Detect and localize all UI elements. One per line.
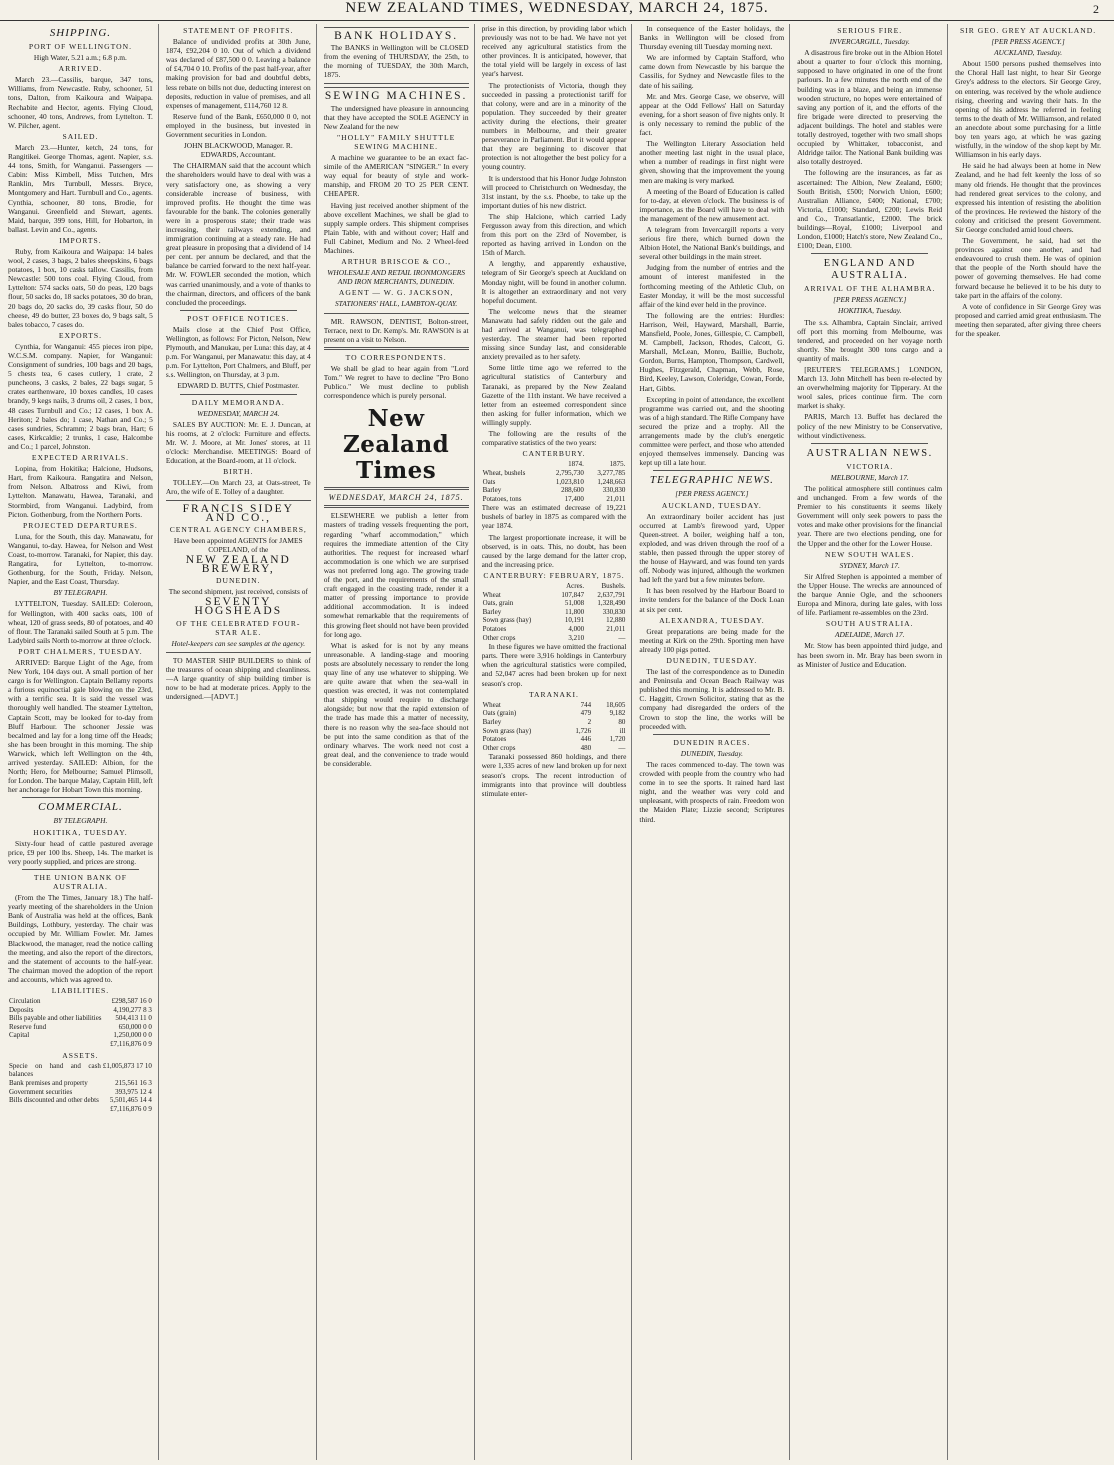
masthead-title: NEW ZEALAND TIMES, WEDNESDAY, MARCH 24, 1875. [345, 0, 769, 16]
table-cell: Wheat, bushels [482, 468, 526, 477]
table-cell: 1,248,663 [597, 477, 626, 486]
table-row [482, 701, 627, 710]
liabilities-total: £7,116,876 0 9 [110, 1040, 152, 1049]
table-cell: 21,011 [606, 494, 626, 503]
table-cell: 1,328,490 [597, 599, 626, 608]
table-header: 1875. [609, 460, 626, 469]
canterbury-table [482, 582, 627, 642]
table-row [8, 1105, 153, 1114]
table-cell: Sown grass (hay) [482, 616, 532, 625]
issue-date: WEDNESDAY, MARCH 24, 1875. [328, 493, 464, 503]
table-cell: Other crops [482, 633, 516, 642]
article-paragraph: He said he had always been at home in New Zealand, and he had felt keenly the loss of so many old friends. He thought that the provinces had rendered great services to the colony, and expressed his intention of resisting the abolition of the provinces. He reviewed the history of the colony and criticised the present Government. Sir George concluded amid loud cheers. [955, 161, 1101, 234]
grey-sub: [PER PRESS AGENCY.] [991, 37, 1065, 47]
birth-text: TOLLEY.—On March 23, at Oats-street, Te Aro, the wife of E. Tolley of a daughter. [165, 478, 311, 497]
table-row [482, 709, 627, 718]
table-cell: 80 [618, 717, 626, 726]
table-cell: Bills discounted and other debts [9, 1096, 99, 1105]
page-number: 2 [1093, 2, 1100, 16]
table-row [482, 718, 627, 727]
alhambra-place: HOKITIKA, Tuesday. [837, 306, 902, 316]
holly-machine: "HOLLY" FAMILY SHUTTLE SEWING MACHINE. [337, 132, 456, 151]
table-row [8, 1096, 153, 1105]
sidey-sub: CENTRAL AGENCY CHAMBERS, [169, 524, 307, 534]
table-cell: Circulation [9, 997, 41, 1006]
article-paragraph: The protectionists of Victoria, though they succeeded in passing a protectionist tariff for that colony, were and are in a minority of the population. They succeeded by their greater activity during the elections, their greater numbers in Melbourne, and their greater perseverance in Parliament. But it would appear that they are beginning to discover that protection is not altogether the best policy for a young country. [481, 80, 627, 172]
table-header-row [482, 582, 627, 591]
column-3 [324, 24, 475, 1460]
reuter-text: [REUTER'S TELEGRAMS.] LONDON, March 13. John Mitchell has been re-elected by an overwhelming majority for Tipperary. At the wool sales, prices continue firm. The corn market is shaky. [797, 365, 943, 411]
table-row [482, 486, 627, 495]
grey-place: AUCKLAND, Tuesday. [994, 48, 1063, 58]
table-header: Bushels. [601, 582, 626, 591]
liabilities-table [8, 997, 153, 1049]
sa-heading: SOUTH AUSTRALIA. [825, 619, 914, 629]
briscoe-name: ARTHUR BRISCOE & CO., [341, 257, 452, 267]
table-row [482, 608, 627, 617]
article-paragraph: The Wellington Literary Association held another meeting last night in the usual place, when a number of readings in first night were given, showing that the improvement the young men are making is very marked. [639, 139, 785, 185]
daily-text: SALES BY AUCTION: Mr. E. J. Duncan, at his rooms, at 2 o'clock: Furniture and effects. Mr. W. J. Moore, at Mr. Jones' stores, at 11 o'clock: Merchandise. MEETINGS: Board of Education, at the Board-room, at 11 o'clock. [165, 419, 311, 466]
shipment-text: The second shipment, just received, consists of [168, 587, 308, 597]
table-cell: 2,795,730 [555, 468, 584, 477]
liabilities-heading: LIABILITIES. [51, 986, 110, 995]
article-paragraph: Judging from the number of entries and the amount of interest manifested in the forthcoming meeting of the Athletic Club, on Easter Monday, it will be the most successful affair of the kind ever held in the province. [639, 263, 785, 309]
commercial-sub: BY TELEGRAPH. [53, 816, 108, 826]
hogsheads-text: SEVENTY HOGSHEADS [194, 596, 283, 618]
table-cell: Other crops [482, 743, 516, 752]
profits-text: Balance of undivided profits at 30th June, 1874, £92,204 0 10. Out of which a dividend was declared of £87,500 0 0. Leaving a balance of £4,704 0 10. Profits of the past half-year, after making provision for bad and doubtful debts, less rebate on bills not due, deducting interest on deposits, reduction in value of premises, and all expenses of management, £114,760 12 8. [165, 37, 311, 110]
table-header [482, 460, 544, 469]
telegraphic-sub: [PER PRESS AGENCY.] [675, 489, 749, 499]
sewing-text-2: A machine we guarantee to be an exact fac-simile of the AMERICAN "SINGER." In every way equal for beauty of style and work-manship, and FROM 20 TO 25 PER CENT. CHEAPER. [323, 153, 469, 199]
article-paragraph: The following are the results of the comparative statistics of the two years: [481, 429, 627, 448]
table-cell: 1,720 [609, 735, 626, 744]
table-row [8, 997, 153, 1006]
sidey-heading: FRANCIS SIDEY AND CO., [182, 502, 294, 524]
table-cell: 4,000 [568, 625, 585, 633]
table-cell: 393,975 12 4 [115, 1087, 152, 1096]
article-paragraph: Mr. and Mrs. George Case, we observe, will appear at the Odd Fellows' Hall on Saturday evening, for a short season of five nights only. It is only necessary to remind the public of the fact. [639, 91, 785, 138]
table-header [482, 582, 552, 591]
stats-heading: CANTERBURY. [522, 449, 586, 459]
leader-paragraph-1: ELSEWHERE we publish a letter from masters of trading vessels frequenting the port, regarding "wharf accommodation," which requires the immediate attention of the City authorities. The request for increased wharf accommodation is one which we are surprised was not preferred long ago. The growing trade of the port, and the requirements of the small craft engaged in the coasting trade, render it a matter of pressing importance to provide additional accommodation. It is indeed somewhat remarkable that the requirements of this growing fleet should not have been provided for long ago. [323, 511, 469, 639]
table-cell: 330,830 [602, 486, 626, 495]
england-heading: ENGLAND AND AUSTRALIA. [823, 258, 916, 282]
table-cell: ill [619, 726, 626, 735]
table-row [482, 625, 627, 634]
table-cell: — [618, 633, 626, 642]
post-signature: EDWARD D. BUTTS, Chief Postmaster. [177, 381, 300, 391]
sidey-body: Have been appointed AGENTS for JAMES COPELAND, of the [173, 535, 303, 554]
article-paragraph: In consequence of the Easter holidays, the Banks in Wellington will be closed from Thursday evening till Tuesday morning next. [639, 24, 785, 52]
divider [324, 487, 469, 490]
post-text: Mails close at the Chief Post Office, Wellington, as follows: For Picton, Nelson, New Plymouth, and Manukau, per Luna: this day, at 4 p.m. For Wanganui, per Manawatu: this day, at 4 p.m. For Lyttelton, Port Chalmers, and Bluff, per s.s. Wellington, on Thursday, at 3 p.m. [165, 324, 311, 380]
sewing-heading: SEWING MACHINES. [324, 90, 468, 103]
article-paragraph: Some little time ago we referred to the agricultural statistics of Canterbury and Taranaki, as prepared by the New Zealand Gazette of the 11th instant. We have received a letter from an esteemed correspondent since then asking for fuller information, which we willingly supply. [481, 363, 627, 427]
projected-text: Luna, for the South, this day. Manawatu, for Wanganui, to-day. Hawea, for Nelson and West Coast, to-morrow. Taranaki, for Napier, this day. Rangatira, for Lyttelton, to-morrow. Gothenburg, for the South, Friday. Nelson, Napier, and the East Coast, Thursday. [8, 531, 153, 587]
table-cell: Barley [482, 607, 502, 616]
table-cell: Bank premises and property [9, 1078, 88, 1087]
table-cell: 17,400 [564, 494, 584, 503]
brewery-name: NEW ZEALAND BREWERY, [185, 553, 291, 576]
table-cell: — [618, 743, 626, 752]
article-paragraph: The welcome news that the steamer Manawatu had safely ridden out the gale and had arrived at Wanganui, was telegraphed yesterday. The steamer had been reported missing since Sunday last, and considerable anxiety prevailed as to her safety. [481, 306, 627, 362]
chalmers-text: ARRIVED: Barque Light of the Age, from New York, 104 days out. A small portion of her cargo is for Wellington. Captain Bellamy reports a furious equinoctial gale blowing on the 23rd, with a terrific sea. It is said the vessel was thoroughly well handled. The steamer Lyttelton, Captain Scott, may be looked for to-day from Bluff Harbour. The schooner Jessie was becalmed and lay for a long time off the Heads; she has been brought in this morning. The ship Warwick, which left Wellington on the 4th, arrived yesterday. SAILED: Albion, for the North; Hero, for Melbourne; Samuel Plimsoll, for London. The barque Malay, Captain Hill, left her anchorage for Hobart Town this morning. [8, 658, 153, 795]
expected-heading: EXPECTED ARRIVALS. [31, 453, 130, 463]
correspondents-text: We shall be glad to hear again from "Lord Tom." We regret to have to decline "Pro Bono Publico." We must decline to publish correspondence which is purely personal. [323, 363, 469, 401]
table-cell: 480 [580, 743, 592, 752]
nsw-place: SYDNEY, March 17. [839, 560, 900, 570]
entries-list: The following are the entries: Hurdles: Harrison, Weil, Hayward, Marshall, Barrie, Mansfield, Poole, Jones, Gillespie, C. Campbell, M. Campbell, Jackson, Rhodes, Calcott, G. Marshall, McLean, Monro, Baillie, Bucholz, Gordon, Burns, Hampton, Thompson, Cardwell, Hughes, Fitzgerald, Chapman, Webb, Rose, Bird, Keeley, Lawson, Coleridge, Cowan, Forde, Hart, Gibbs. [639, 310, 785, 393]
table-row [8, 1023, 153, 1032]
article-paragraph: A vote of confidence in Sir George Grey was proposed and carried amid great enthusiasm. The meeting then separated, after giving three cheers for the speaker. [955, 301, 1101, 338]
races-place: DUNEDIN, Tuesday. [680, 748, 743, 758]
taranaki-table [482, 701, 627, 753]
table-cell: 650,000 0 0 [118, 1022, 152, 1031]
leader-paragraph-2: What is asked for is not by any means unreasonable. A landing-stage and mooring posts are absolutely necessary to render the long quay line of any use whatever to shipping. We are quite aware that when the sea-wall in question was erected, it was not contemplated that shipping would require to discharge alongside; but now that the rapid extension of the trade has made this a matter of necessity, there is no reason why the sea-face should not be put into the same condition as that of the ordinary wharves. The work need not cost a great deal, and the convenience to trade would be considerable. [323, 640, 469, 768]
article-paragraph: A lengthy, and apparently exhaustive, telegram of Sir George's speech at Auckland on Monday night, will be found in another column. It is altogether an extraordinary and not very hopeful document. [481, 259, 627, 305]
column-2 [166, 24, 317, 1460]
fire-place: INVERCARGILL, Tuesday. [829, 37, 910, 47]
table-cell: Barley [482, 717, 502, 726]
table-cell: 3,277,785 [597, 468, 626, 477]
races-heading: DUNEDIN RACES. [673, 737, 751, 747]
canterbury-heading: CANTERBURY: FEBRUARY, 1875. [483, 570, 625, 580]
table-cell: Government securities [9, 1087, 73, 1096]
victoria-text: The political atmosphere still continues calm and unchanged. From a few words of the Premier to his constituents it seems likely Government will only seek powers to pass the votes and make other provisions for the financial year. There are two elections pending, one for the Upper and the other for the Lower House. [797, 483, 943, 548]
divider [180, 310, 297, 311]
sa-text: Mr. Stow has been appointed third judge, and has been sworn in. Mr. Bray has been sworn in as Minister of Justice and Education. [797, 641, 943, 669]
table-row [8, 1088, 153, 1097]
arrived-text: March 23.—Cassilis, barque, 347 tons, Williams, from Newcastle. Ruby, schooner, 51 tons, Dalton, from Kaikoura and Waipapa. Rechabite and Hector, agents. Flying Cloud, schooner, 40 tons, Andrews, from Lyttelton. T. W. Pilcher, agent. [8, 75, 153, 130]
commercial-text: Sixty-four head of cattle pastured average price, £9 per 100 lbs. Sheep, 14s. The market is very poorly supplied, and prices are strong. [8, 838, 153, 866]
table-cell: Bills payable and other liabilities [9, 1014, 102, 1023]
table-cell: 5,501,465 14 4 [109, 1096, 152, 1105]
victoria-heading: VICTORIA. [846, 461, 894, 471]
birth-heading: BIRTH. [223, 467, 254, 477]
article-paragraph: Excepting in point of attendance, the excellent programme was carried out, and the shooting was of a high standard. The Rifle Company have secured the prize and a trophy. All the arrangements made by the club's energetic committee were perfect, and those who attended enjoyed themselves immensely. Dancing was kept up till a late hour. [639, 394, 785, 468]
table-cell: Capital [9, 1031, 30, 1040]
arrived-heading: ARRIVED. [58, 64, 103, 74]
table-cell: 744 [580, 700, 592, 709]
column-5 [639, 24, 790, 1460]
sa-place: ADELAIDE, March 17. [834, 630, 905, 640]
nsw-heading: NEW SOUTH WALES. [825, 549, 915, 559]
insurance-text: The following are the insurances, as far as ascertained: The Albion, New Zealand, £600; South British, £500; Norwich Union, £600; Australian Alliance, £400; National, £700; Victoria, £1000; Standard, £200; Lewis Reid and Co., Transatlantic, £2000. The brick buildings—Royal, £1000; Liverpool and London, £1000; Hatch's store, New Zealand Co., £100; Dean, £100. [797, 168, 943, 251]
correspondents-heading: TO CORRESPONDENTS. [345, 352, 447, 362]
table-cell: 10,191 [564, 616, 585, 625]
projected-heading: PROJECTED DEPARTURES. [23, 520, 138, 530]
article-paragraph: The ship Halcione, which carried Lady Fergusson away from this direction, and which from this port on the 23rd of November, is reported as having arrived in London on the 15th of March. [481, 211, 627, 258]
table-row [482, 599, 627, 608]
telegraph-heading: BY TELEGRAPH. [53, 588, 108, 598]
daily-date: WEDNESDAY, MARCH 24. [197, 408, 280, 418]
table-cell: 21,011 [606, 625, 626, 633]
table-cell: £1,005,873 17 10 [102, 1061, 152, 1070]
table-cell: 2,637,791 [597, 590, 626, 599]
taranaki-heading: TARANAKI. [529, 689, 579, 699]
table-cell: 3,210 [568, 633, 585, 642]
table-row [482, 495, 627, 504]
table-cell: Oats (grain) [482, 709, 517, 718]
assets-total: £7,116,876 0 9 [110, 1104, 152, 1113]
daily-heading: DAILY MEMORANDA. [191, 397, 285, 407]
article-paragraph: A telegram from Invercargill reports a very serious fire there, which burned down the Albion Hotel, the National Bank's buildings, and several other buildings in the main street. [639, 224, 785, 262]
column-4 [482, 24, 633, 1460]
alhambra-sub: [PER PRESS AGENCY.] [833, 295, 907, 305]
divider [180, 394, 297, 395]
table-row [8, 1031, 153, 1040]
table-cell: 107,847 [561, 590, 585, 599]
telegram-text: Great preparations are being made for the meeting at Kirk on the 29th. Sporting men have already 100 pigs potted. [639, 626, 785, 654]
expected-text: Lopina, from Hokitika; Halcione, Hudsons, Hart, from Kaikoura. Rangatira and Nelson, from Nelson. Albatross and Kiwi, from Lyttelton. Manawatu, Hawea, Taranaki, and Stormbird, from Wanganui. Ladybird, from Picton. Gothenburg, from the Northern Ports. [8, 464, 153, 519]
table-cell: 330,830 [602, 607, 626, 616]
table-row [8, 1040, 153, 1049]
bank-holidays-notice [324, 27, 469, 84]
table-cell: Sown grass (hay) [482, 726, 532, 735]
table-cell: 4,190,277 8 3 [113, 1005, 152, 1014]
article-paragraph: It is understood that his Honor Judge Johnston will proceed to Christchurch on Wednesday, the 31st instant, by the s.s. Phoebe, to take up the important duties of his new district. [481, 173, 627, 210]
table-cell: Potatoes [482, 735, 507, 744]
table-cell: Wheat [482, 700, 501, 709]
table-row [482, 735, 627, 744]
shipping-heading: SHIPPING. [49, 27, 112, 39]
bank-holidays-text: The BANKS in Wellington will be CLOSED from the evening of THURSDAY, the 25th, to the morning of TUESDAY, the 30th March, 1875. [323, 43, 469, 80]
imports-text: Ruby, from Kaikoura and Waipapa: 14 bales wool, 2 cases, 3 bags, 2 bales sheepskins, 6 bags potatoes, 1 box, 10 casks tallow. Cassilis, from Newcastle: 500 tons coal. Flying Cloud, from Lyttelton: 574 sacks oats, 50 do peas, 120 bags flour, 50 sacks do, 18 sacks potatoes, 30 do bran, 20 bags do, 20 sacks do, 39 casks flour, 50 do cheese, 49 do butter, 23 boxes do, 9 bags salt, 5 bales tobacco, 7 cases do. [8, 246, 153, 329]
table-row [8, 1062, 153, 1079]
table-cell: 18,605 [606, 700, 626, 709]
table-cell: 51,008 [564, 599, 585, 608]
table-cell: Potatoes [482, 625, 507, 633]
table-cell: Deposits [9, 1005, 34, 1014]
sewing-text-3: Having just received another shipment of the above excellent Machines, we shall be glad to supply sample orders. This shipment comprises Plain Table, with and without cover; Half and Full Cabinet, Medium and No. 2 Wheel-feed Machines. [323, 200, 469, 255]
exports-heading: EXPORTS. [58, 330, 103, 340]
table-cell: Wheat [482, 590, 501, 599]
table-cell: 1,023,810 [555, 477, 584, 486]
article-paragraph: We are informed by Captain Stafford, who came down from Newcastle by his barque the Cassilis, for Sydney and Newcastle files to the date of his sailing. [639, 53, 785, 90]
sailed-text: March 23.—Hunter, ketch, 24 tons, for Rangitikei. George Thomas, agent. Napier, s.s. 44 tons, Smith, for Wanganui. Passengers — Cabin: Miss Kimbell, Miss Tutchen, Mrs Ranklin, Mrs Turnbull, Messrs. Bryce, Montgomery and Hart. Turnbull and Co., agents. Cynthia, schooner, 80 tons, Brodie, for Wanganui. Greenfield and Stewart, agents. Maid, barque, 399 tons, Hill, for Hobarton, in ballast. Levin and Co., agents. [8, 142, 153, 234]
table-cell: Specie on hand and cash balances [9, 1061, 101, 1079]
shipbuilders-notice: TO MASTER SHIP BUILDERS to think of the treasures of ocean shipping and cleanliness.—A large quantity of ship building timber is now to be had at moderate prices. Apply to the undersigned.—[ADVT.] [165, 655, 311, 702]
nsw-text: Sir Alfred Stephen is appointed a member of the Upper House. The wrecks are announced of the barque Annie Ogle, and the schooners Europa and Minora, during late gales, with loss of life. Parliament re-assembles on the 23rd. [797, 571, 943, 618]
article-paragraph: prise in this direction, by providing labor which previously was not to be had. We have not yet received any agricultural statistics from the other provinces. It is anticipated, however, that the total yield will be largely in excess of last year's harvest. [481, 24, 627, 79]
table-cell: £298,587 16 0 [111, 997, 152, 1006]
bank-holidays-heading: BANK HOLIDAYS. [334, 30, 459, 42]
tide-times: High Water, 5.21 a.m.; 6.8 p.m. [33, 53, 127, 63]
column-1 [8, 24, 159, 1460]
stats-table [482, 460, 627, 503]
assets-heading: ASSETS. [62, 1050, 99, 1060]
assets-table [8, 1062, 153, 1114]
briscoe-sub: WHOLESALE AND RETAIL IRONMONGERS AND IRON MERCHANTS, DUNEDIN. [327, 268, 466, 287]
table-row [8, 1006, 153, 1015]
telegraphic-place: AUCKLAND, TUESDAY. [661, 500, 762, 510]
column-6 [797, 24, 948, 1460]
table-cell: 479 [580, 709, 592, 718]
agent-address: STATIONERS' HALL, LAMBTON-QUAY. [334, 299, 458, 309]
divider [324, 505, 469, 508]
table-header: Acres. [566, 582, 585, 591]
table-row [482, 744, 627, 753]
sewing-text: The undersigned have pleasure in announcing that they have accepted the SOLE AGENCY in New Zealand for the new [323, 103, 469, 131]
post-heading: POST OFFICE NOTICES. [187, 313, 290, 323]
table-cell: Oats, grain [482, 599, 514, 608]
column-7 [955, 24, 1106, 1460]
table-cell: 288,600 [561, 486, 584, 495]
table-cell: 215,561 16 3 [115, 1078, 152, 1087]
table-row [8, 1014, 153, 1023]
article-paragraph: The largest proportionate increase, it will be observed, is in oats. This, no doubt, has been caused by the large demand for the latter crop, and the increasing price. [481, 532, 627, 569]
masthead [0, 0, 1114, 21]
alhambra-heading: ARRIVAL OF THE ALHAMBRA. [803, 284, 936, 294]
sewing-advertisement [324, 87, 469, 313]
divider [653, 470, 770, 471]
article-paragraph: In these figures we have omitted the fractional parts. There were 3,916 holdings in Canterbury when the agricultural statistics were compiled, and 52,047 acres had been broken up for next season's crop. [481, 642, 627, 688]
hotel-text: Hotel-keepers can see samples at the agency. [171, 638, 306, 648]
imports-heading: IMPORTS. [59, 235, 102, 245]
table-cell: 12,880 [606, 616, 626, 625]
union-heading: THE UNION BANK OF AUSTRALIA. [33, 872, 127, 891]
table-cell: 1,726 [575, 726, 592, 735]
table-header-row [482, 460, 627, 469]
newspaper-nameplate [324, 406, 469, 508]
table-row [482, 469, 627, 478]
table-cell: Reserve fund [9, 1022, 47, 1031]
exports-text: Cynthia, for Wanganui: 455 pieces iron pipe, W.C.S.M. company. Napier, for Wanganui: Consignment of sundries, 100 bags and 20 bags, 5 chests tea, 6 cases cutlery, 1 crate, 2 puncheons, 3 casks, 2 bales, 22 bags sugar, 5 crates earthenware, 10 boxes candles, 10 cases brandy, 9 kegs nails, 3 drums oil, 2 cases, 1 box, 48 cases Turnbull and Co.; 12 cases, 1 box A. Heriton; 2 bales do; 1 case, Nathan and Co.; 5 cases sundries, Schramm; 2 bags bran, Hart; 6 cases, Kirkcaldie; 2 trunks, 1 case, Halcombe and Co.; 1 parcel, Johnston. [8, 341, 153, 451]
chalmers-heading: PORT CHALMERS, TUESDAY. [18, 646, 143, 656]
stats-note: There was an estimated decrease of 19,221 bushels of barley in 1875 as compared with the year 1874. [481, 503, 627, 531]
telegraphic-place: DUNEDIN, TUESDAY. [666, 656, 758, 665]
fire-heading: SERIOUS FIRE. [837, 26, 903, 35]
union-text: (From the The Times, January 18.) The half-yearly meeting of the shareholders in the Union Bank of Australia was held at the offices, Bank Buildings, Lothbury, yesterday. The chair was occupied by Mr. William Fowler. Mr. James Blackwood, the manager, read the notice calling the meeting, and also the report of the directors, and the statement of accounts to the half-year. The chairman moved the adoption of the report and accounts, which was agreed to. [8, 893, 153, 984]
telegraphic-heading: TELEGRAPHIC NEWS. [649, 474, 774, 487]
agent-name: AGENT — W. G. JACKSON, [338, 288, 454, 298]
grey-heading: SIR GEO. GREY AT AUCKLAND. [960, 26, 1097, 35]
divider [22, 869, 139, 870]
article-paragraph: The Government, he said, had set the provinces against one another, and had endeavoured to crush them. He was of opinion that the people of the North should have the power of governing themselves. He had come forward because he believed it to be his duty to take part in the affairs of the colony. [955, 236, 1101, 300]
table-cell: 504,413 11 0 [115, 1014, 152, 1023]
commercial-place: HOKITIKA, TUESDAY. [33, 827, 128, 837]
signatories: JOHN BLACKWOOD, Manager. R. EDWARDS, Accountant. [183, 141, 293, 160]
telegraph-text: LYTTELTON, Tuesday. SAILED: Coleroon, for Wellington, with 400 sacks oats, 100 of wheat, 120 of grass seeds, 80 of potatoes, and 40 of flour. The Taranaki sailed South at 5 p.m. The Ladybird sails North to-morrow at three o'clock. [8, 599, 153, 645]
divider [22, 797, 139, 798]
article-paragraph: Taranaki possessed 860 holdings, and there were 1,335 acres of new land broken up for next season's crops. The recent introduction of immigrants into that province will doubtless stimulate enter- [481, 752, 627, 798]
profits-heading: STATEMENT OF PROFITS. [183, 26, 294, 35]
brewery-town: DUNEDIN. [216, 576, 261, 586]
table-header: 1874. [568, 460, 584, 469]
table-row [482, 478, 627, 487]
divider [324, 347, 469, 350]
table-row [482, 634, 627, 643]
telegram-text: It has been resolved by the Harbour Board to invite tenders for the balance of the Dock Loan at six per cent. [639, 586, 785, 614]
port-heading: PORT OF WELLINGTON. [28, 42, 132, 51]
article-paragraph: A meeting of the Board of Education is called for to-day, at eleven o'clock. The business is of importance, as the Board will have to deal with the management of the new amusement act. [639, 186, 785, 223]
divider [811, 443, 928, 444]
divider [811, 253, 928, 254]
table-cell: Oats [482, 477, 496, 486]
divider [653, 734, 770, 735]
table-cell: 1,250,000 0 0 [113, 1031, 152, 1040]
table-cell: 2 [587, 717, 592, 726]
report-text: The CHAIRMAN said that the account which the shareholders would have to deal with was a very satisfactory one, as showing a very considerable increase of business, with improved profits. He thought the time was favourable for the bank. The colonies generally were in a prosperous state; their trade was increasing, their railways extending, and immigration continuing at a steady rate. He had great pleasure in proposing that a dividend of 14 per cent. per annum be declared, and that the balance be carried forward to the next half-year. Mr. W. FOWLER seconded the motion, which was carried unanimously, and a vote of thanks to the chairman, directors, and officers of the bank concluded the proceedings. [165, 161, 311, 307]
telegram-text: An extraordinary boiler accident has just occurred at Lamb's firewood yard, Upper Queen-street. A boiler, weighing half a ton, exploded, and was driven through the roof of a stable, then passed through the upper storey of the house of Hayward, and was found ten yards off. Nobody was injured, although the workmen had left the yard but a few minutes before. [639, 511, 785, 585]
table-cell: 9,182 [609, 709, 626, 718]
races-text: The races commenced to-day. The town was crowded with people from the country who had come in to see the sports. It rained hard last night, and the weather was very cold and unpleasant, with prospects of rain. Freedom won the Maiden Plate; Lizzie second; Scriptures third. [639, 759, 785, 824]
alhambra-text: The s.s. Alhambra, Captain Sinclair, arrived off port this morning from Melbourne, was tendered, and proceeded on her voyage north shortly. She brought 300 tons cargo and a quantity of mails. [797, 317, 943, 363]
table-row [482, 591, 627, 600]
australian-heading: AUSTRALIAN NEWS. [806, 447, 933, 459]
newspaper-page [8, 24, 1106, 1460]
telegraphic-place: ALEXANDRA, TUESDAY. [659, 615, 765, 625]
fire-text: A disastrous fire broke out in the Albion Hotel about a quarter to four o'clock this morning, supposed to have originated in one of the front parlours. In a few minutes the north end of the building was in a blaze, and being an immense wooden structure, no hopes were entertained of saving any portion of it, and the efforts of the fire brigade were directed to preserving the adjacent buildings. The hotel and stables were totally destroyed, together with two small shops occupied by Whittaker, tobacconist, and Aldridge tailor. The National Bank building was also totally destroyed. [797, 48, 943, 167]
victoria-place: MELBOURNE, March 17. [830, 472, 909, 482]
newspaper-title: New Zealand Times [342, 405, 450, 485]
sailed-heading: SAILED. [62, 131, 99, 141]
table-row [8, 1079, 153, 1088]
table-cell: 11,800 [565, 607, 585, 616]
table-row [482, 616, 627, 625]
table-row [482, 727, 627, 736]
ale-text: OF THE CELEBRATED FOUR-STAR ALE. [176, 618, 301, 637]
telegram-text: The last of the correspondence as to Dunedin and Peninsula and Ocean Beach Railway was published this morning. It is addressed to Mr. B. C. Haggitt, Crown Solicitor, stating that as the company had disregarded the orders of the Crown to stop the line, the works will be proceeded with. [639, 667, 785, 731]
commercial-heading: COMMERCIAL. [38, 801, 123, 814]
dentist-notice: MR. RAWSON, DENTIST, Bolton-street, Terrace, next to Dr. Kemp's. Mr. RAWSON is at present on a visit to Nelson. [323, 316, 469, 344]
table-cell: Barley [482, 486, 502, 495]
table-cell: Potatoes, tons [482, 494, 522, 503]
paris-text: PARIS, March 13. Buffet has declared the policy of the new Ministry to be Conservative, without vindictiveness. [797, 412, 943, 440]
table-cell: 446 [580, 735, 592, 744]
article-paragraph: About 1500 persons pushed themselves into the Choral Hall last night, to hear Sir George Grey's address to the electors. Sir George Grey, on entering, was received by the whole audience rising, cheering and waving their hats. In the opening of his address he referred in feeling terms to the death of Mr. Williamson, and related an anecdote about some purchasing for a little boy ten years ago, at which he was gazing wistfully, in the window of the shop kept by Mr. Williamson in his early days. [955, 59, 1101, 160]
reserve-text: Reserve fund of the Bank, £650,000 0 0, not employed in the business, but invested in Government securities in London. [165, 111, 311, 140]
sidey-advertisement [166, 500, 311, 653]
